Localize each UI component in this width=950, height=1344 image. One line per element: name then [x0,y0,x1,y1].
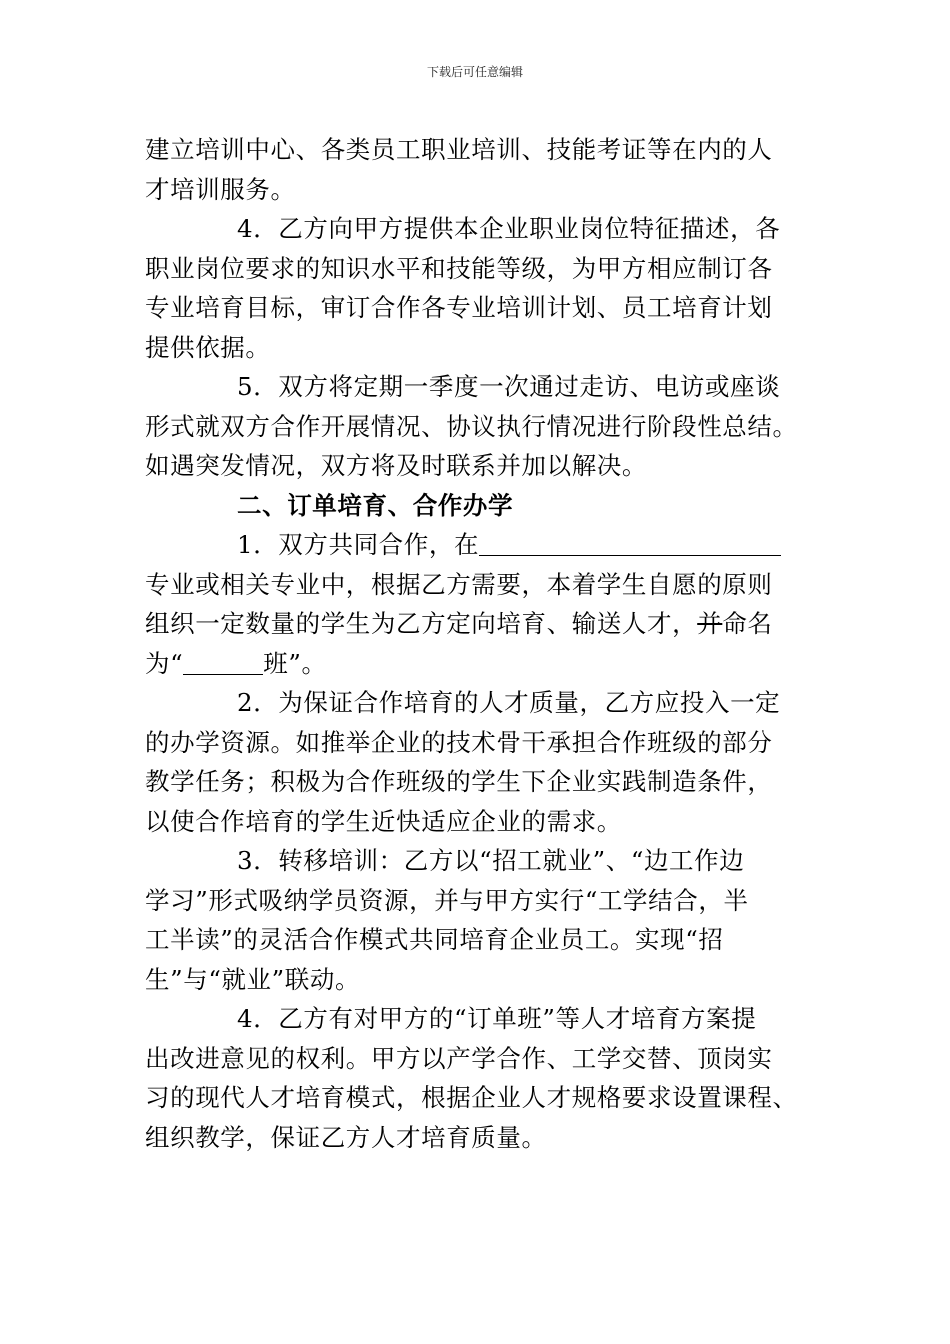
text-line: 专业或相关专业中，根据乙方需要，本着学生自愿的原则 [145,569,773,599]
section-heading: 二、订单培育、合作办学 [237,490,514,520]
text-line [145,604,805,644]
text-line [145,644,805,684]
page-header: 下载后可任意编辑 [426,65,523,79]
fill-in-blank-class-name [183,648,263,675]
paragraph-item-4-start: 4．乙方向甲方提供本企业职业岗位特征描述，各 [237,214,781,243]
text-line: 建立培训中心、各类员工职业培训、技能考证等在内的人 [145,135,773,164]
paragraph-order-1-start [145,525,805,565]
paragraph-item-5-start: 5．双方将定期一季度一次通过走访、电访或座谈 [237,372,781,401]
text-line: 才培训服务。 [145,174,296,204]
text-line: 专业培育目标，审订合作各专业培训计划、员工培育计划 [145,293,773,322]
paragraph-order-3-start: 3．转移培训：乙方以“招工就业”、“边工作边 [237,846,745,875]
fill-in-blank-specialty [479,529,781,556]
text-line: 学习”形式吸纳学员资源，并与甲方实行“工学结合，半 [145,885,749,915]
paragraph-order-2-start: 2．为保证合作培育的人才质量，乙方应投入一定 [237,688,781,717]
text-segment: 组织一定数量的学生为乙方定向培育、输送人才， [145,609,698,638]
text-line: 习的现代人才培育模式，根据企业人才规格要求设置课程、 [145,1083,798,1112]
text-line: 职业岗位要求的知识水平和技能等级，为甲方相应制订各 [145,253,773,283]
text-line: 如遇突发情况，双方将及时联系并加以解决。 [145,451,647,480]
text-line: 出改进意见的权利。甲方以产学合作、工学交替、顶岗实 [145,1043,773,1073]
text-segment: 1．双方共同合作，在 [237,530,480,559]
text-line: 生”与“就业”联动。 [145,964,361,994]
text-line: 工半读”的灵活合作模式共同培育企业员工。实现“招 [145,925,724,954]
text-line: 提供依据。 [145,332,271,362]
text-line: 的办学资源。如推举企业的技术骨干承担合作班级的部分 [145,727,773,757]
text-line: 组织教学，保证乙方人才培育质量。 [145,1122,547,1152]
text-segment: 班”。 [263,648,327,678]
struck-character: 并 [697,609,723,638]
text-line: 以使合作培育的学生近快适应企业的需求。 [145,806,622,836]
text-line: 教学任务；积极为合作班级的学生下企业实践制造条件， [145,767,773,796]
text-segment: 为“ [145,648,184,678]
document-body [145,130,805,1157]
paragraph-order-4-start: 4．乙方有对甲方的“订单班”等人才培育方案提 [237,1004,757,1033]
text-segment: 命名 [722,609,773,638]
text-line: 形式就双方合作开展情况、协议执行情况进行阶段性总结。 [145,411,798,441]
